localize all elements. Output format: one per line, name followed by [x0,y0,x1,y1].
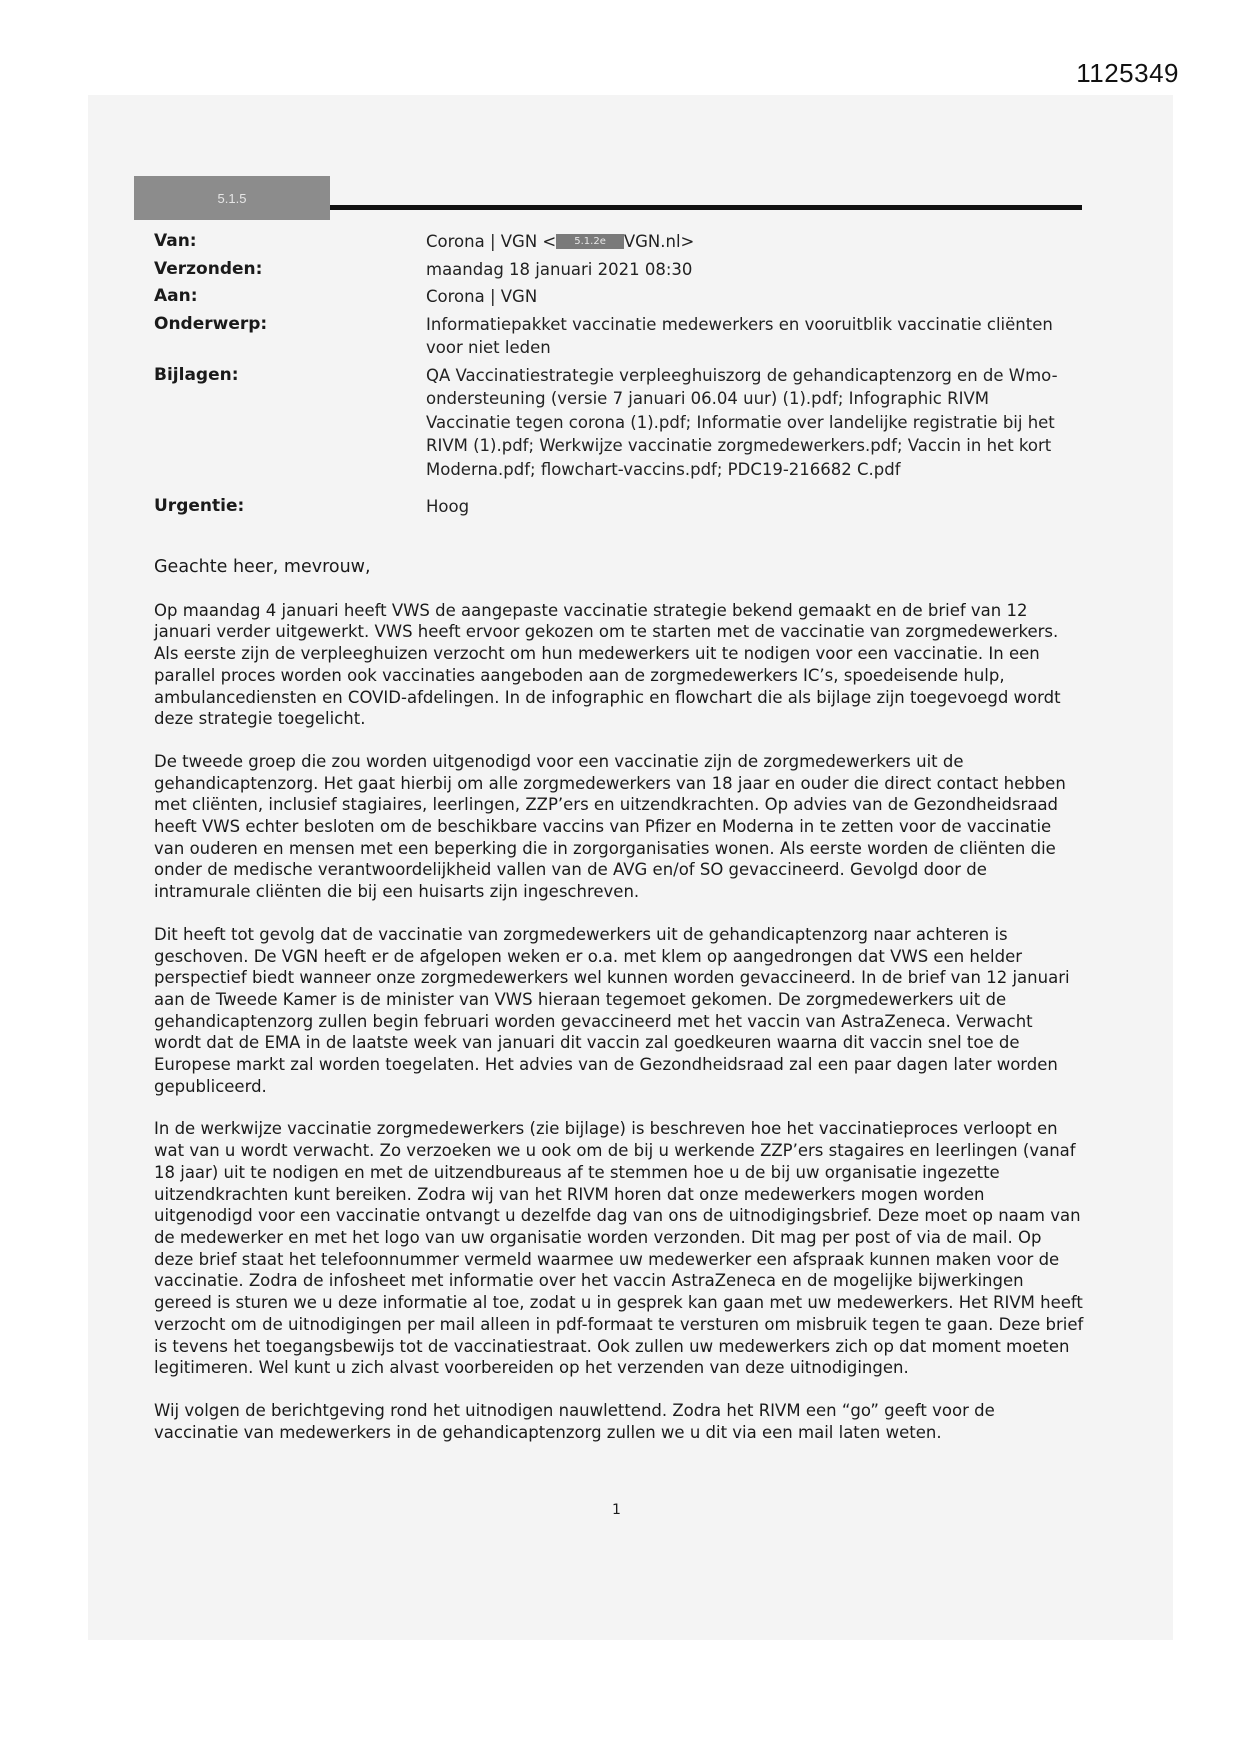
document-number: 1125349 [1076,58,1179,88]
onderwerp-value: Informatiepakket vaccinatie medewerkers en vooruitblik vaccinatie cliënten voor niet leden [426,314,1053,357]
urgentie-value: Hoog [426,497,470,516]
paragraph: De tweede groep die zou worden uitgenodigd voor een vaccinatie zijn de zorgmedewerkers uit de gehandicaptenzorg. Het gaat hierbij om alle zorgmedewerkers van 18 jaar en ouder die direct contact hebben met cliënten, inclusief stagiaires, leerlingen, ZZP’ers en uitzendkrachten. Op advies van de Gezondheidsraad heeft VWS echter besloten om de beschikbare vaccins van Pfizer en Moderna in te zetten voor de vaccinatie van ouderen en mensen met een beperking die in zorgorganisaties wonen. Als eerste worden de cliënten die onder de medische verantwoordelijkheid vallen van de AVG en/of SO gevaccineerd. Gevolgd door de intramurale cliënten die bij een huisarts zijn ingeschreven. [154,751,1066,902]
meta-row-urgentie [154,495,1074,519]
email-redaction: 5.1.2e [556,234,624,249]
salutation: Geachte heer, mevrouw, [154,557,371,577]
header-divider [330,205,1082,210]
page-number: 1 [612,1502,621,1518]
van-suffix: VGN.nl> [623,232,695,251]
van-label: Van: [154,231,197,251]
meta-row-verzonden [154,258,1074,282]
bijlagen-label: Bijlagen: [154,364,239,385]
bijlagen-value: QA Vaccinatiestrategie verpleeghuiszorg de gehandicaptenzorg en de Wmo-ondersteuning (versie 7 januari 06.04 uur) (1).pdf; Infographic RIVM Vaccinatie tegen corona (1).pdf; Informatie over landelijke registratie bij het RIVM (1).pdf; Werkwijze vaccinatie zorgmedewerkers.pdf; Vaccin in het kort Moderna.pdf; flowchart-vaccins.pdf; PDC19-216682 C.pdf [426,365,1058,479]
van-value [426,230,1066,254]
paragraph: In de werkwijze vaccinatie zorgmedewerkers (zie bijlage) is beschreven hoe het vaccinatieproces verloopt en wat van u wordt verwacht. Zo verzoeken we u ook om de bij u werkende ZZP’ers stagaires en leerlingen (vanaf 18 jaar) uit te nodigen en met de uitzendbureaus af te stemmen hoe u de bij uw organisatie ingezette uitzendkrachten kunt bereiken. Zodra wij van het RIVM horen dat onze medewerkers mogen worden uitgenodigd voor een vaccinatie ontvangt u dezelfde dag van ons de uitnodigingsbrief. Deze moet op naam van de medewerker en met het logo van uw organisatie worden verzonden. Dit mag per post of via de mail. Op deze brief staat het telefoonnummer vermeld waarmee uw medewerker een afspraak kunnen maken voor de vaccinatie. Zodra de infosheet met informatie over het vaccin AstraZeneca en de mogelijke bijwerkingen gereed is sturen we u deze informatie al toe, zodat u in gesprek kan gaan met uw medewerkers. Het RIVM heeft verzocht om de uitnodigingen per mail alleen in pdf-formaat te versturen om misbruik tegen te gaan. Deze brief is tevens het toegangsbewijs tot de vaccinatiestraat. Ook zullen uw medewerkers zich op dat moment moeten legitimeren. Wel kunt u zich alvast voorbereiden op het verzenden van deze uitnodigingen. [154,1119,1084,1378]
urgentie-label: Urgentie: [154,496,245,516]
paragraph: Dit heeft tot gevolg dat de vaccinatie van zorgmedewerkers uit de gehandicaptenzorg naar achteren is geschoven. De VGN heeft er de afgelopen weken er o.a. met klem op aangedrongen dat VWS een helder perspectief biedt wanneer onze zorgmedewerkers wel kunnen worden gevaccineerd. In de brief van 12 januari aan de Tweede Kamer is de minister van VWS hieraan tegemoet gekomen. De zorgmedewerkers uit de gehandicaptenzorg zullen begin februari worden gevaccineerd met het vaccin van AstraZeneca. Verwacht wordt dat de EMA in de laatste week van januari dit vaccin zal goedkeuren waarna dit vaccin snel toe de Europese markt zal worden toegelaten. Het advies van de Gezondheidsraad zal een paar dagen later worden gepubliceerd. [154,924,1070,1096]
paragraph: Op maandag 4 januari heeft VWS de aangepaste vaccinatie strategie bekend gemaakt en de brief van 12 januari verder uitgewerkt. VWS heeft ervoor gekozen om te starten met de vaccinatie van zorgmedewerkers. Als eerste zijn de verpleeghuizen verzocht om hun medewerkers uit te nodigen voor een vaccinatie. In een parallel proces worden ook vaccinaties aangeboden aan de zorgmedewerkers IC’s, spoedeisende hulp, ambulancediensten en COVID-afdelingen. In de infographic en flowchart die als bijlage zijn toegevoegd wordt deze strategie toegelicht. [154,600,1061,729]
meta-row-van [154,230,1074,254]
verzonden-value: maandag 18 januari 2021 08:30 [426,259,693,279]
meta-row-onderwerp [154,313,1074,360]
email-body [154,557,1084,1464]
meta-row-aan [154,285,1074,309]
meta-row-bijlagen [154,364,1074,482]
redaction-block-header: 5.1.5 [134,176,330,220]
verzonden-label: Verzonden: [154,258,263,279]
paragraph: Wij volgen de berichtgeving rond het uitnodigen nauwlettend. Zodra het RIVM een “go” geeft voor de vaccinatie van medewerkers in de gehandicaptenzorg zullen we u dit via een mail laten weten. [154,1400,995,1442]
van-prefix: Corona | VGN < [426,232,557,251]
email-header [154,230,1074,523]
aan-label: Aan: [154,286,198,306]
onderwerp-label: Onderwerp: [154,313,268,334]
aan-value: Corona | VGN [426,287,538,306]
